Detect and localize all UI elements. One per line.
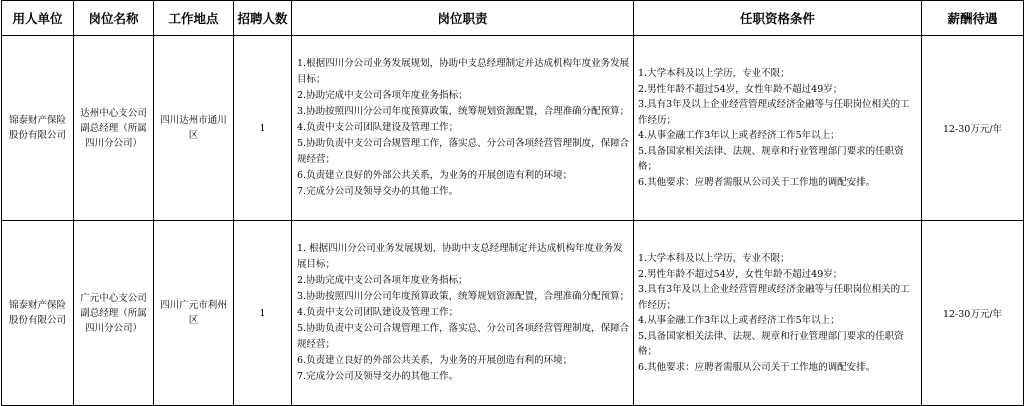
duty-item: 3.协助按照四川分公司年度预算政策，统筹规划资源配置，合理准确分配预算；	[297, 291, 630, 302]
header-position: 岗位名称	[74, 1, 154, 36]
duty-item: 5.协助负责中支公司合规管理工作，落实总、分公司各项经营管理制度，保障合规经营；	[297, 138, 630, 165]
location-cell: 四川达州市通川区	[154, 36, 234, 221]
duties-cell	[292, 221, 634, 406]
duty-item: 5.协助负责中支公司合规管理工作，落实总、分公司各项经营管理制度，保障合规经营；	[297, 323, 630, 350]
header-row	[2, 1, 1024, 36]
duty-item: 6.负责建立良好的外部公共关系，为业务的开展创造有利的环境；	[297, 170, 573, 181]
salary-cell: 12-30万元/年	[922, 36, 1024, 221]
unit-cell: 锦泰财产保险股份有限公司	[2, 36, 74, 221]
header-salary: 薪酬待遇	[922, 1, 1024, 36]
requirement-item: 1.大学本科及以上学历，专业不限；	[638, 253, 790, 264]
requirement-item: 4.从事金融工作3年以上或者经济工作5年以上；	[638, 315, 840, 326]
position-cell: 广元中心支公司副总经理（所属四川分公司）	[74, 221, 154, 406]
location-cell: 四川广元市利州区	[154, 221, 234, 406]
header-duties: 岗位职责	[292, 1, 634, 36]
position-cell: 达州中心支公司副总经理（所属四川分公司）	[74, 36, 154, 221]
requirement-item: 3.具有3年及以上企业经营管理或经济金融等与任职岗位相关的工作经历；	[638, 284, 910, 311]
duties-cell	[292, 36, 634, 221]
requirement-item: 2.男性年龄不超过54岁，女性年龄不超过49岁；	[638, 83, 843, 95]
header-requirements: 任职资格条件	[634, 1, 922, 36]
requirement-item: 6.其他要求：应聘者需服从公司关于工作地的调配安排。	[638, 361, 876, 373]
requirement-item: 1.大学本科及以上学历，专业不限；	[638, 68, 790, 79]
requirement-item: 4.从事金融工作3年以上或者经济工作5年以上；	[638, 130, 840, 141]
requirements-cell	[634, 221, 922, 406]
duty-item: 3.协助按照四川分公司年度预算政策，统筹规划资源配置，合理准确分配预算；	[297, 106, 630, 117]
duty-item: 4.负责中支公司团队建设及管理工作；	[297, 307, 459, 318]
header-count: 招聘人数	[234, 1, 292, 36]
requirement-item: 2.男性年龄不超过54岁，女性年龄不超过49岁；	[638, 268, 843, 280]
table-row	[2, 221, 1024, 406]
duty-item: 7.完成分公司及领导交办的其他工作。	[297, 186, 459, 197]
header-location: 工作地点	[154, 1, 234, 36]
duty-item: 2.协助完成中支公司各项年度业务指标；	[297, 90, 468, 101]
header-unit: 用人单位	[2, 1, 74, 36]
unit-cell: 锦泰财产保险股份有限公司	[2, 221, 74, 406]
salary-cell: 12-30万元/年	[922, 221, 1024, 406]
duty-item: 7.完成分公司及领导交办的其他工作。	[297, 371, 459, 382]
duty-item: 1. 根据四川分公司业务发展规划，协助中支总经理制定并达成机构年度业务发展目标；	[297, 243, 623, 270]
count-cell: 1	[234, 36, 292, 221]
requirements-cell	[634, 36, 922, 221]
requirement-item: 6.其他要求：应聘者需服从公司关于工作地的调配安排。	[638, 176, 876, 188]
duty-item: 2.协助完成中支公司各项年度业务指标；	[297, 275, 468, 286]
table-row	[2, 36, 1024, 221]
requirement-item: 5.具备国家相关法律、法规、规章和行业管理部门要求的任职资格；	[638, 330, 904, 357]
count-cell: 1	[234, 221, 292, 406]
duty-item: 4.负责中支公司团队建设及管理工作；	[297, 122, 459, 133]
duty-item: 1.根据四川分公司业务发展规划，协助中支总经理制定并达成机构年度业务发展目标；	[297, 58, 630, 85]
duty-item: 6.负责建立良好的外部公共关系，为业务的开展创造有利的环境；	[297, 355, 573, 366]
requirement-item: 3.具有3年及以上企业经营管理或经济金融等与任职岗位相关的工作经历；	[638, 99, 910, 126]
recruitment-table	[1, 0, 1024, 406]
requirement-item: 5.具备国家相关法律、法规、规章和行业管理部门要求的任职资格；	[638, 145, 904, 172]
